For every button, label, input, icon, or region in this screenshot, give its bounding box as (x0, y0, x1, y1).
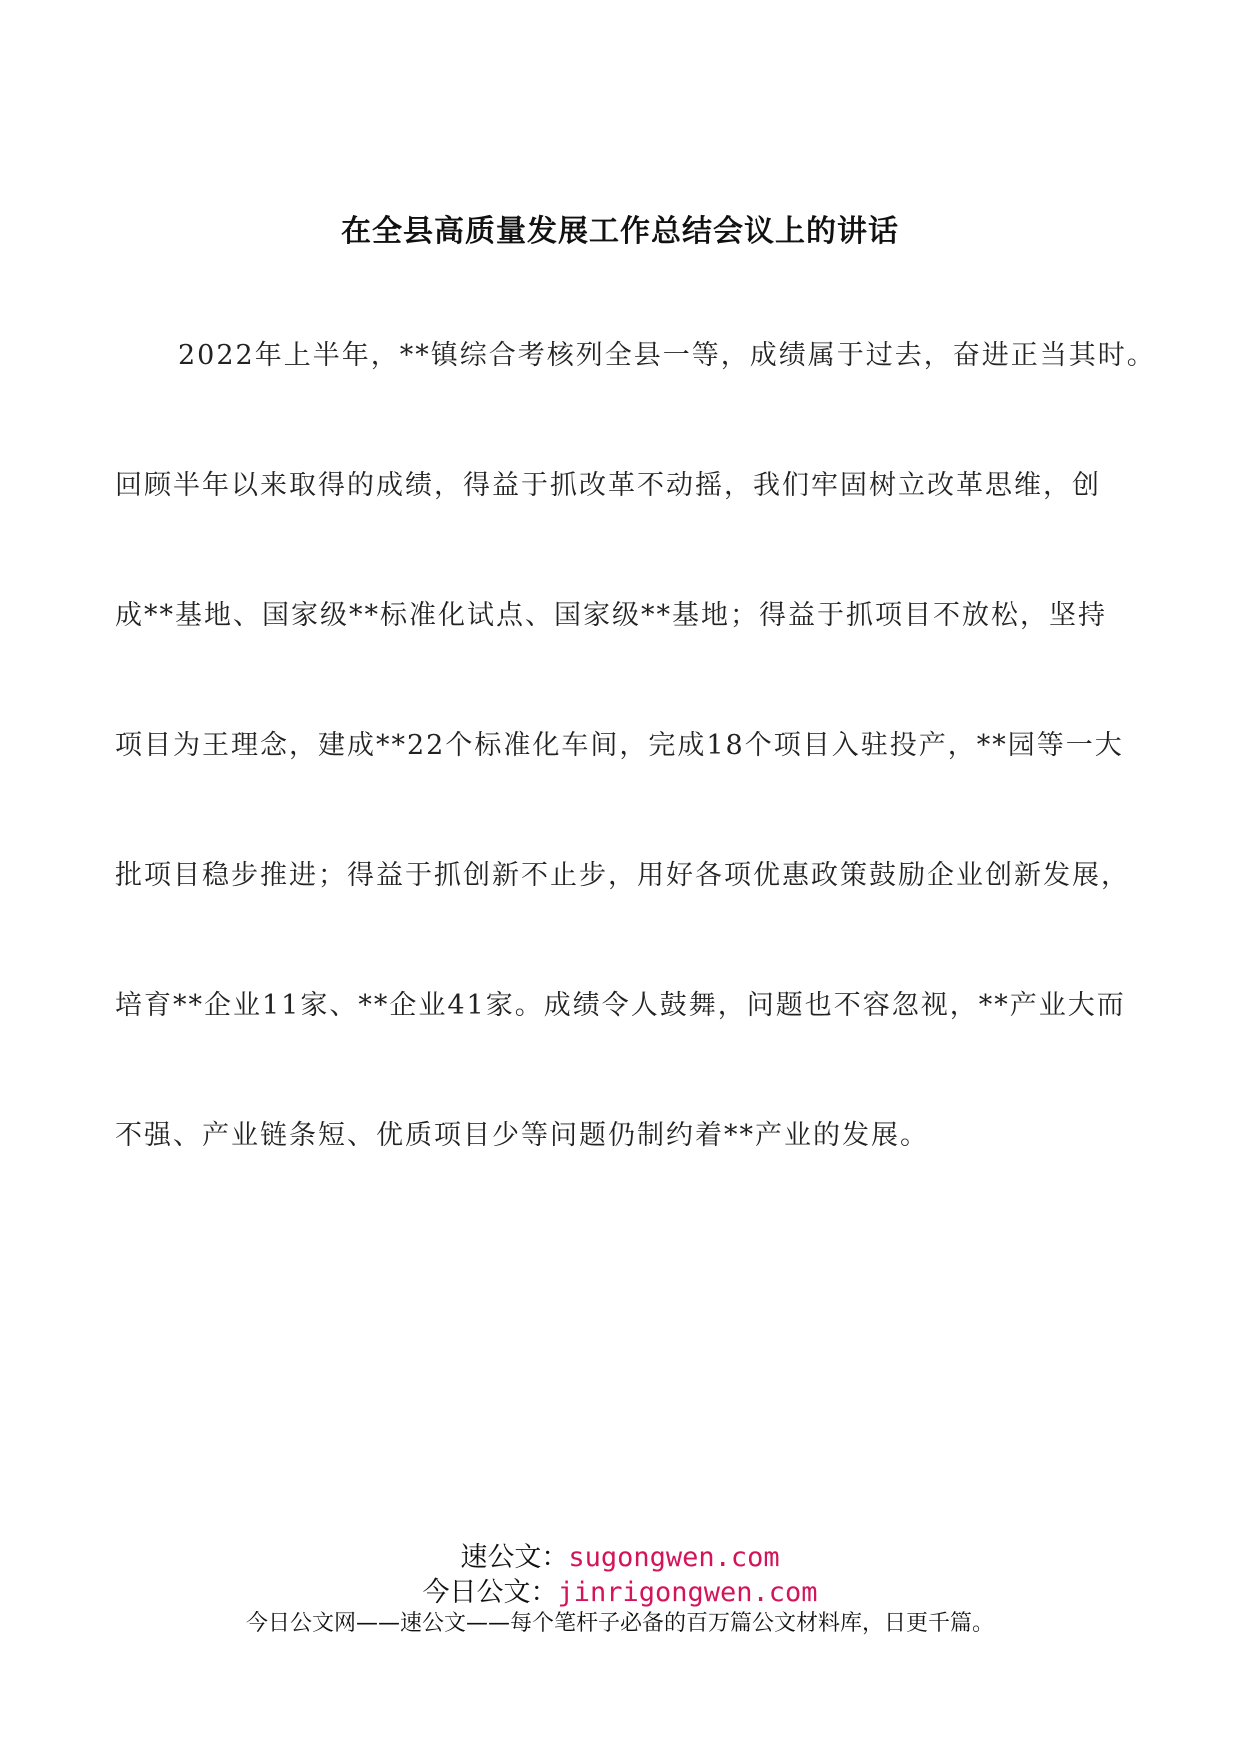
paragraph-line: 批项目稳步推进；得益于抓创新不止步，用好各项优惠政策鼓励企业创新发展， (115, 860, 1130, 891)
footer-link-label: 今日公文： (422, 1577, 558, 1608)
paragraph-line: 回顾半年以来取得的成绩，得益于抓改革不动摇，我们牢固树立改革思维，创 (115, 470, 1101, 501)
paragraph-line: 培育**企业11家、**企业41家。成绩令人鼓舞，问题也不容忽视，**产业大而 (115, 990, 1126, 1021)
paragraph-line: 成**基地、国家级**标准化试点、国家级**基地；得益于抓项目不放松，坚持 (115, 600, 1107, 631)
document-title: 在全县高质量发展工作总结会议上的讲话 (341, 214, 899, 249)
paragraph-line: 不强、产业链条短、优质项目少等问题仍制约着**产业的发展。 (115, 1120, 929, 1151)
footer-link-url[interactable]: jinrigongwen.com (557, 1577, 818, 1608)
footer-link-jinrigongwen[interactable] (0, 1570, 1240, 1609)
footer-note: 今日公文网——速公文——每个笔杆子必备的百万篇公文材料库，日更千篇。 (245, 1611, 994, 1636)
paragraph-line: 项目为王理念，建成**22个标准化车间，完成18个项目入驻投产，**园等一大 (115, 730, 1124, 761)
footer-link-label: 速公文： (460, 1542, 569, 1573)
footer-link-url[interactable]: sugongwen.com (568, 1542, 780, 1573)
footer-link-sugongwen[interactable] (0, 1535, 1240, 1574)
paragraph-line: 2022年上半年，**镇综合考核列全县一等，成绩属于过去，奋进正当其时。 (178, 340, 1156, 371)
